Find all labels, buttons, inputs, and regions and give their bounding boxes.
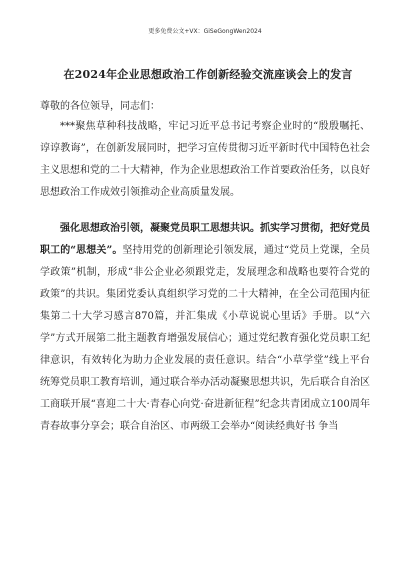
paragraph-2-heading: 强化思想政治引领，凝聚党员职工思想共识。抓实学习贯彻，把好党员职工的“思想关”。 (40, 223, 370, 256)
paragraph-2 (40, 218, 370, 438)
document-body (40, 116, 370, 438)
paragraph-1: ***聚焦草种科技战略，牢记习近平总书记考察企业时的“殷殷嘱托、谆谆教诲”，在创新发展同时，把学习宣传贯彻习近平新时代中国特色社会主义思想和党的二十大精神，作为企业思想政治工作首要政治任务，以良好思想政治工作成效引领推动企业高质量发展。 (40, 121, 370, 198)
paragraph-2-text: 坚持用党的创新理论引领发展，通过“党员上党课，全员学政策”机制，形成“非公企业必须跟党走，发展理念和战略也要符合党的政策”的共识。集团党委认真组织学习党的二十大精神，在全公司范围内征集第二十大学习感言870篇，并汇集成《小草说说心里话》手册。以“六学”方式开展第二批主题教育增强发展信心；通过党纪教育强化党员职工纪律意识，有效转化为助力企业发展的责任意识。结合“小草学堂”线上平台统筹党员职工教育培训，通过联合举办活动凝聚思想共识，先后联合自治区工商联开展“喜迎二十大·青春心向党·奋进新征程”纪念共青团成立100周年青春故事分享会；联合自治区、市两级工会举办“阅读经典好书 争当 (40, 245, 370, 432)
page-header-note: 更多免费公文+VX：GiSeGongWen2024 (148, 28, 262, 35)
document-title: 在2024年企业思想政治工作创新经验交流座谈会上的发言 (63, 68, 353, 81)
greeting-line: 尊敬的各位领导，同志们： (40, 101, 160, 112)
